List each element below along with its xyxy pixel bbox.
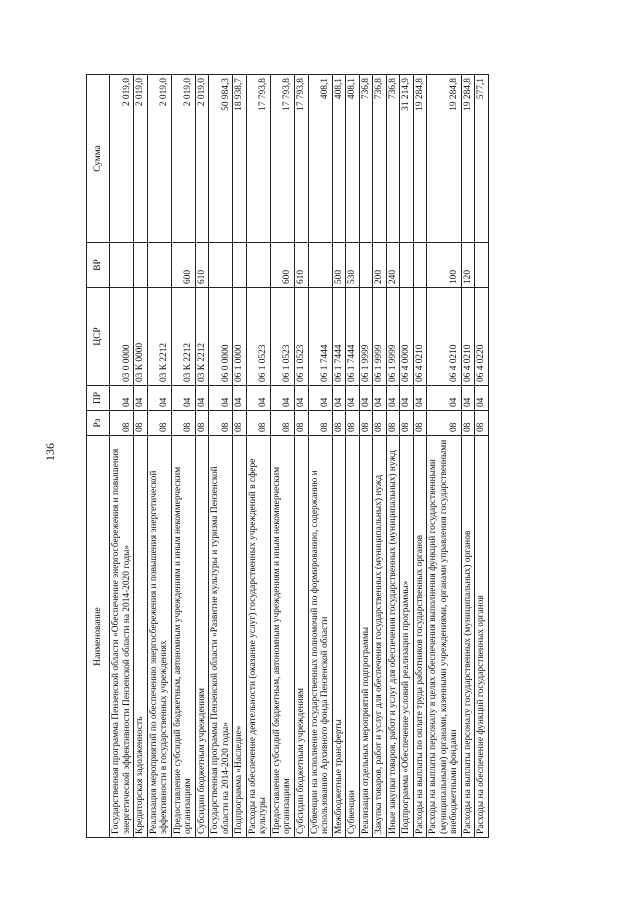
row-csr: 06 1 0000	[233, 288, 247, 386]
header-name: Наименование	[87, 436, 110, 838]
row-rz: 08	[346, 411, 360, 436]
row-pr: 04	[134, 386, 148, 411]
row-rz: 08	[461, 411, 475, 436]
row-rz: 08	[147, 411, 171, 436]
row-csr: 06 1 9999	[373, 288, 387, 386]
row-rz: 08	[209, 411, 233, 436]
row-vr	[233, 243, 247, 288]
row-csr: 06 1 7444	[346, 288, 360, 386]
table-row	[413, 75, 427, 838]
row-vr	[246, 243, 270, 288]
budget-table	[86, 74, 489, 838]
row-sum: 2 019,0	[195, 75, 209, 243]
row-rz: 08	[359, 411, 373, 436]
row-name: Закупка товаров, работ и услуг для обеспечения государственных (муниципальных) нужд	[373, 436, 387, 838]
row-rz: 08	[475, 411, 489, 436]
table-row	[475, 75, 489, 838]
row-pr: 04	[294, 386, 308, 411]
header-vr: ВР	[87, 243, 110, 288]
row-csr: 06 4 0220	[475, 288, 489, 386]
row-vr: 530	[346, 243, 360, 288]
row-vr: 500	[332, 243, 346, 288]
row-name: Кредиторская задолженность	[134, 436, 148, 838]
header-pr: ПР	[87, 386, 110, 411]
row-pr: 04	[110, 386, 134, 411]
table-row	[346, 75, 360, 838]
table-row	[294, 75, 308, 838]
table-row	[308, 75, 332, 838]
row-sum: 2 019,0	[171, 75, 195, 243]
row-pr: 04	[346, 386, 360, 411]
row-rz: 08	[195, 411, 209, 436]
table-row	[147, 75, 171, 838]
row-pr: 04	[332, 386, 346, 411]
row-pr: 04	[270, 386, 294, 411]
row-vr	[209, 243, 233, 288]
row-vr: 610	[195, 243, 209, 288]
table-row	[233, 75, 247, 838]
row-name: Государственная программа Пензенской области «Обеспечение энергосбережения и повышения энергетической эффективности Пензенской области на 2014-2020 годы»	[110, 436, 134, 838]
row-vr	[413, 243, 427, 288]
table-body	[110, 75, 489, 838]
row-vr: 100	[427, 243, 462, 288]
row-vr: 610	[294, 243, 308, 288]
table-row	[110, 75, 134, 838]
table-row	[461, 75, 475, 838]
row-vr	[110, 243, 134, 288]
row-pr: 04	[171, 386, 195, 411]
row-rz: 08	[171, 411, 195, 436]
row-csr: 03 К 2212	[195, 288, 209, 386]
row-pr: 04	[386, 386, 400, 411]
table-row	[134, 75, 148, 838]
table-row	[373, 75, 387, 838]
row-name: Расходы на выплаты персоналу в целях обеспечения выполнения функций государственными (муниципальными) органами, казенными учреждениями, органами управления государственными внебюджетными фондами	[427, 436, 462, 838]
row-pr: 04	[475, 386, 489, 411]
row-rz: 08	[373, 411, 387, 436]
row-name: Субсидии бюджетным учреждениям	[294, 436, 308, 838]
row-csr: 06 1 7444	[332, 288, 346, 386]
row-rz: 08	[413, 411, 427, 436]
table-row	[386, 75, 400, 838]
row-sum: 408,1	[308, 75, 332, 243]
row-sum: 17 793,8	[294, 75, 308, 243]
header-sum: Сумма	[87, 75, 110, 243]
row-sum: 2 019,0	[147, 75, 171, 243]
row-rz: 08	[332, 411, 346, 436]
table-row	[332, 75, 346, 838]
row-pr: 04	[461, 386, 475, 411]
row-name: Расходы на выплаты персоналу государственных (муниципальных) органов	[461, 436, 475, 838]
row-name: Реализация отдельных мероприятий подпрограммы	[359, 436, 373, 838]
row-vr	[475, 243, 489, 288]
row-vr	[359, 243, 373, 288]
row-sum: 18 938,7	[233, 75, 247, 243]
row-vr	[308, 243, 332, 288]
row-pr: 04	[308, 386, 332, 411]
row-sum: 17 793,8	[246, 75, 270, 243]
row-pr: 04	[209, 386, 233, 411]
row-vr	[147, 243, 171, 288]
row-csr: 06 1 9999	[359, 288, 373, 386]
row-vr: 120	[461, 243, 475, 288]
row-rz: 08	[246, 411, 270, 436]
row-pr: 04	[147, 386, 171, 411]
row-csr: 03 К 0000	[134, 288, 148, 386]
row-rz: 08	[386, 411, 400, 436]
table-row	[427, 75, 462, 838]
row-csr: 06 1 0523	[270, 288, 294, 386]
table-row	[270, 75, 294, 838]
table-row	[209, 75, 233, 838]
row-vr: 600	[270, 243, 294, 288]
row-sum: 408,1	[346, 75, 360, 243]
row-rz: 08	[134, 411, 148, 436]
row-rz: 08	[400, 411, 414, 436]
row-sum: 17 793,8	[270, 75, 294, 243]
row-pr: 04	[427, 386, 462, 411]
row-pr: 04	[195, 386, 209, 411]
table-row	[171, 75, 195, 838]
row-pr: 04	[373, 386, 387, 411]
row-vr: 600	[171, 243, 195, 288]
row-csr: 06 4 0000	[400, 288, 414, 386]
row-pr: 04	[246, 386, 270, 411]
row-name: Государственная программа Пензенской области «Развитие культуры и туризма Пензенской области на 2014-2020 годы»	[209, 436, 233, 838]
page-number: 136	[43, 443, 57, 461]
row-sum: 2 019,0	[110, 75, 134, 243]
row-rz: 08	[294, 411, 308, 436]
row-name: Субсидии бюджетным учреждениям	[195, 436, 209, 838]
row-csr: 06 1 7444	[308, 288, 332, 386]
row-name: Расходы на выплаты по оплате труда работников государственных органов	[413, 436, 427, 838]
row-sum: 31 214,9	[400, 75, 414, 243]
row-sum: 19 284,8	[461, 75, 475, 243]
row-name: Иные закупки товаров, работ и услуг для обеспечения государственных (муниципальных) нужд	[386, 436, 400, 838]
row-name: Реализация мероприятий по обеспечению энергосбережения и повышения энергетической эффективности в государственных учреждениях	[147, 436, 171, 838]
row-csr: 06 4 0210	[461, 288, 475, 386]
row-csr: 06 1 0523	[246, 288, 270, 386]
row-name: Расходы на обеспечение деятельности (оказание услуг) государственных учреждений в сфере культуры	[246, 436, 270, 838]
row-vr: 200	[373, 243, 387, 288]
row-rz: 08	[110, 411, 134, 436]
row-sum: 19 284,8	[413, 75, 427, 243]
row-sum: 736,8	[386, 75, 400, 243]
row-pr: 04	[413, 386, 427, 411]
row-name: Межбюджетные трансферты	[332, 436, 346, 838]
row-name: Субвенции на исполнение государственных полномочий по формированию, содержанию и использованию Архивного фонда Пензенской области	[308, 436, 332, 838]
row-csr: 06 1 9999	[386, 288, 400, 386]
row-csr: 06 4 0210	[413, 288, 427, 386]
row-name: Субвенции	[346, 436, 360, 838]
row-rz: 08	[308, 411, 332, 436]
row-csr: 06 4 0210	[427, 288, 462, 386]
row-sum: 2 019,0	[134, 75, 148, 243]
row-sum: 736,8	[373, 75, 387, 243]
header-csr: ЦСР	[87, 288, 110, 386]
row-name: Подпрограмма «Наследие»	[233, 436, 247, 838]
table-row	[400, 75, 414, 838]
row-vr: 240	[386, 243, 400, 288]
row-name: Подпрограмма «Обеспечение условий реализации программы»	[400, 436, 414, 838]
table-row	[246, 75, 270, 838]
row-pr: 04	[233, 386, 247, 411]
row-name: Предоставление субсидий бюджетным, автономным учреждениям и иным некоммерческим организациям	[171, 436, 195, 838]
row-sum: 50 984,3	[209, 75, 233, 243]
row-csr: 03 К 2212	[171, 288, 195, 386]
table-row	[195, 75, 209, 838]
table-row	[359, 75, 373, 838]
row-sum: 408,1	[332, 75, 346, 243]
header-rz: Рз	[87, 411, 110, 436]
row-name: Расходы на обеспечение функций государственных органов	[475, 436, 489, 838]
row-csr: 03 К 2212	[147, 288, 171, 386]
row-pr: 04	[359, 386, 373, 411]
row-name: Предоставление субсидий бюджетным, автономным учреждениям и иным некоммерческим организациям	[270, 436, 294, 838]
row-rz: 08	[427, 411, 462, 436]
row-csr: 06 1 0523	[294, 288, 308, 386]
row-sum: 577,1	[475, 75, 489, 243]
row-csr: 03 0 0000	[110, 288, 134, 386]
row-sum: 736,8	[359, 75, 373, 243]
row-vr	[134, 243, 148, 288]
row-rz: 08	[270, 411, 294, 436]
budget-table-sheet	[86, 75, 567, 838]
row-sum: 19 284,8	[427, 75, 462, 243]
row-rz: 08	[233, 411, 247, 436]
row-pr: 04	[400, 386, 414, 411]
row-csr: 06 0 0000	[209, 288, 233, 386]
table-header-row	[87, 75, 110, 838]
row-vr	[400, 243, 414, 288]
